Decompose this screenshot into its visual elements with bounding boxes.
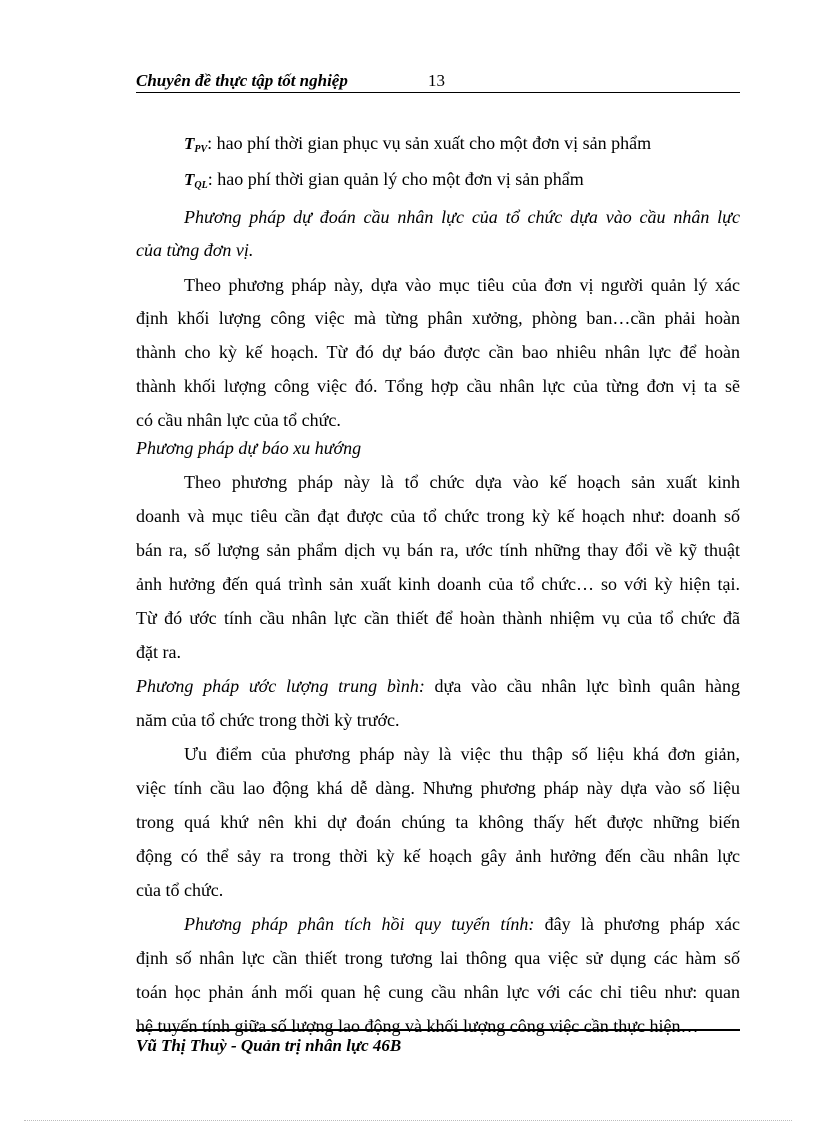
paragraph-line: Từ đó ước tính cầu nhân lực cần thiết để hoàn thành nhiệm vụ của tổ chức đã	[136, 608, 740, 628]
footer-author: Vũ Thị Thuỳ - Quản trị nhân lực 46B	[136, 1036, 402, 1055]
section-heading: Phương pháp dự báo xu hướng	[136, 438, 362, 458]
paragraph-line: bán ra, số lượng sản phẩm dịch vụ bán ra, ước tính những thay đổi về kỹ thuật	[136, 540, 740, 560]
section-heading-line	[184, 907, 740, 941]
paragraph-line: thành cho kỳ kế hoạch. Từ đó dự báo được cần bao nhiêu nhân lực để hoàn	[136, 342, 740, 362]
symbol-t: T	[184, 170, 195, 189]
section-heading: Phương pháp ước lượng trung bình:	[136, 676, 425, 696]
paragraph-line: động có thể sảy ra trong thời kỳ kế hoạch gây ảnh hưởng đến cầu nhân lực	[136, 846, 740, 866]
paragraph-line: Ưu điểm của phương pháp này là việc thu thập số liệu khá đơn giản,	[184, 744, 740, 764]
page-header	[136, 68, 740, 92]
heading-continuation: dựa vào cầu nhân lực bình quân hàng	[424, 676, 740, 696]
paragraph-line: đặt ra.	[136, 642, 181, 662]
paragraph-line: định khối lượng công việc mà từng phân xưởng, phòng ban…cần phải hoàn	[136, 308, 740, 328]
paragraph-line: việc tính cầu lao động khá dễ dàng. Nhưng phương pháp này dựa vào số liệu	[136, 778, 740, 798]
definition-pv	[184, 126, 740, 160]
paragraph-line: toán học phản ánh mối quan hệ cung cầu nhân lực với các chỉ tiêu như: quan	[136, 982, 740, 1002]
definition-text: : hao phí thời gian phục vụ sản xuất cho một đơn vị sản phẩm	[207, 133, 652, 153]
symbol-subscript: PV	[194, 144, 208, 155]
page-edge	[24, 1120, 792, 1121]
section-heading: của từng đơn vị.	[136, 240, 254, 260]
symbol-subscript: QL	[194, 180, 208, 191]
paragraph-line: định số nhân lực cần thiết trong tương lai thông qua việc sử dụng các hàm số	[136, 948, 740, 968]
header-divider	[136, 92, 740, 93]
definition-text: : hao phí thời gian quản lý cho một đơn vị sản phẩm	[207, 169, 584, 189]
section-heading: Phương pháp phân tích hồi quy tuyến tính:	[184, 914, 535, 934]
paragraph-line: doanh và mục tiêu cần đạt được của tổ chức trong kỳ kế hoạch như: doanh số	[136, 506, 740, 526]
paragraph-line: trong quá khứ nên khi dự đoán chúng ta không thấy hết được những biến	[136, 812, 740, 832]
header-title: Chuyên đề thực tập tốt nghiệp	[136, 71, 348, 90]
paragraph-line: Theo phương pháp này là tổ chức dựa vào kế hoạch sản xuất kinh	[184, 472, 740, 492]
symbol-t: T	[184, 134, 195, 153]
paragraph-line: năm của tổ chức trong thời kỳ trước.	[136, 710, 400, 730]
section-heading: Phương pháp dự đoán cầu nhân lực của tổ chức dựa vào cầu nhân lực	[184, 207, 740, 227]
definition-ql	[184, 162, 740, 196]
paragraph-line: có cầu nhân lực của tổ chức.	[136, 410, 341, 430]
paragraph-line: hệ tuyến tính giữa số lượng lao động và khối lượng công việc cần thực hiện…	[136, 1016, 699, 1036]
paragraph-line: của tổ chức.	[136, 880, 224, 900]
section-heading-line	[136, 669, 740, 703]
page-number: 13	[428, 71, 445, 90]
paragraph-line: Theo phương pháp này, dựa vào mục tiêu của đơn vị người quản lý xác	[184, 275, 740, 295]
paragraph-line: thành khối lượng công việc đó. Tổng hợp cầu nhân lực của từng đơn vị ta sẽ	[136, 376, 740, 396]
heading-continuation: đây là phương pháp xác	[534, 914, 740, 934]
footer-divider	[136, 1029, 740, 1031]
paragraph-line: ảnh hưởng đến quá trình sản xuất kinh doanh của tổ chức… so với kỳ hiện tại.	[136, 574, 740, 594]
